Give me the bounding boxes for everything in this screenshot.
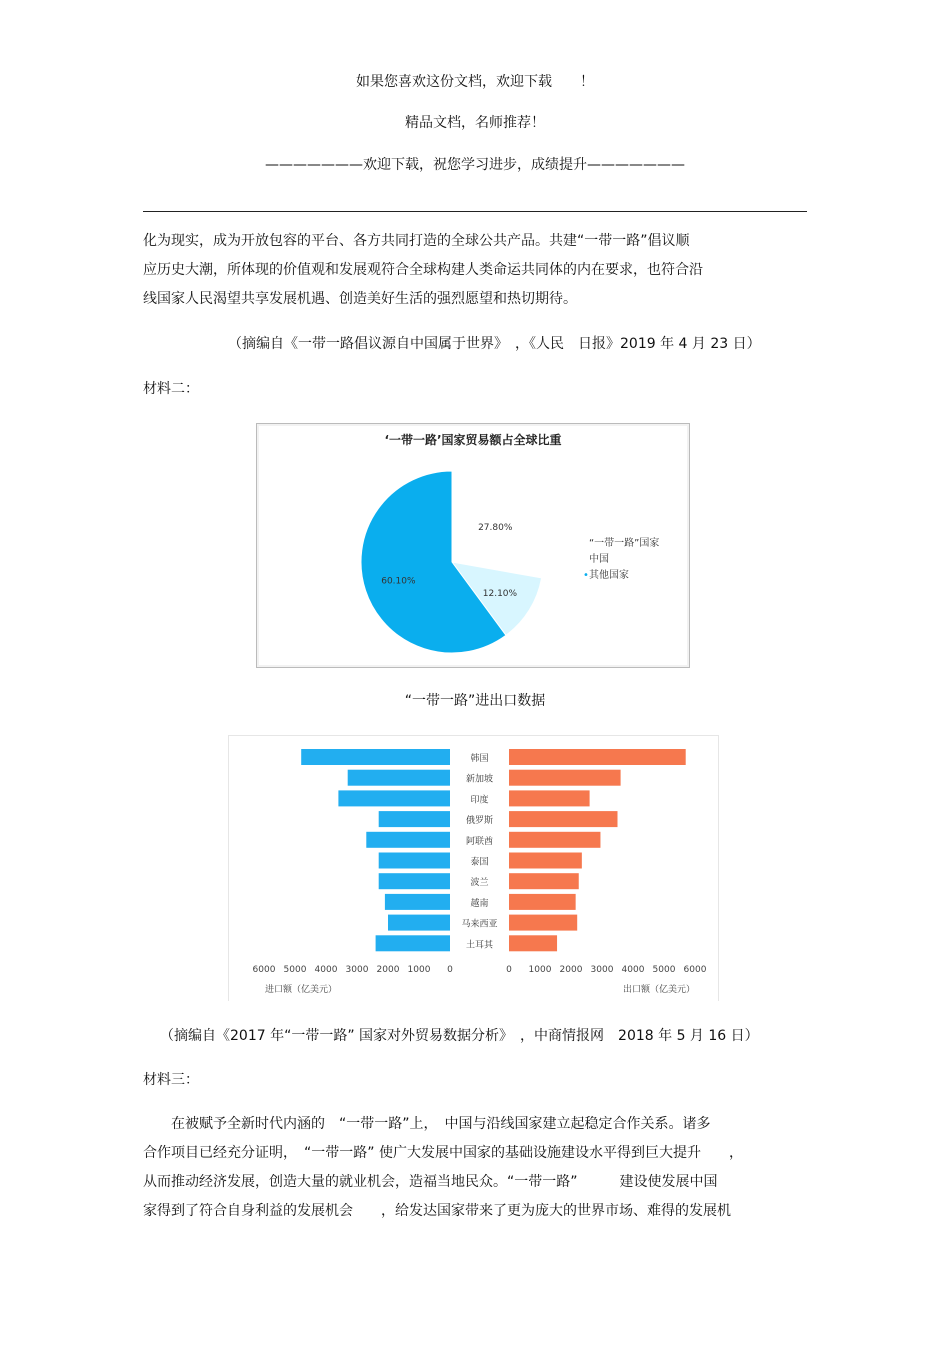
export-tick-4: 4000: [621, 965, 645, 975]
export-bar-7: [509, 894, 576, 910]
header-line-1: 如果您喜欢这份文档，欢迎下载 ！: [356, 74, 594, 90]
import-bar-8: [388, 915, 450, 931]
category-label-5: 泰国: [470, 857, 489, 868]
pie-slice-label-2: 60.10%: [381, 576, 416, 587]
category-label-9: 土耳其: [465, 940, 494, 951]
pie-chart-figure: [256, 423, 690, 668]
category-label-3: 俄罗斯: [465, 816, 494, 827]
pie-legend-marker-2: •: [583, 570, 589, 581]
material1-line-3: 线国家人民渴望共享发展机遇、创造美好生活的强烈愿望和热切期待。: [143, 291, 577, 307]
category-label-1: 新加坡: [465, 774, 494, 785]
material2-label: 材料二：: [143, 381, 199, 397]
import-tick-4: 2000: [376, 965, 400, 975]
import-bar-2: [338, 790, 450, 806]
material3-line-3: 从而推动经济发展，创造大量的就业机会，造福当地民众。“一带一路” 建设使发展中国: [143, 1174, 718, 1190]
pie-legend-item-1: 中国: [589, 554, 609, 565]
import-bar-1: [348, 770, 450, 786]
export-bar-8: [509, 915, 577, 931]
pie-chart-title: ‘一带一路’国家贸易额占全球比重: [384, 433, 562, 447]
trade-bar-chart-figure: [228, 735, 719, 1001]
header-divider: [143, 211, 807, 212]
import-tick-6: 0: [447, 965, 453, 975]
export-bar-5: [509, 853, 582, 869]
header-line-3: ———————欢迎下载，祝您学习进步，成绩提升———————: [265, 157, 685, 173]
export-bar-4: [509, 832, 600, 848]
export-tick-3: 3000: [590, 965, 614, 975]
import-axis-label: 进口额（亿美元）: [265, 985, 338, 995]
material3-line-4: 家得到了符合自身利益的发展机会 ，给发达国家带来了更为庞大的世界市场、难得的发展机: [143, 1203, 731, 1219]
category-label-2: 印度: [470, 795, 489, 806]
export-tick-0: 0: [506, 965, 512, 975]
material1-line-1: 化为现实，成为开放包容的平台、各方共同打造的全球公共产品。共建“一带一路”倡议顺: [143, 233, 690, 249]
trade-bar-chart-svg: [229, 736, 718, 1001]
import-tick-5: 1000: [407, 965, 431, 975]
material1-line-2: 应历史大潮，所体现的价值观和发展观符合全球构建人类命运共同体的内在要求，也符合沿: [143, 262, 703, 278]
import-tick-3: 3000: [345, 965, 369, 975]
pie-slice-label-0: 27.80%: [478, 522, 513, 533]
export-bar-9: [509, 935, 557, 951]
pie-legend-item-2: 其他国家: [589, 570, 629, 581]
export-tick-6: 6000: [683, 965, 707, 975]
pie-slice-label-1: 12.10%: [482, 588, 518, 599]
material1-source: （摘编自《一带一路倡议源自中国属于世界》 ，《人民 日报》2019 年 4 月 23 日）: [228, 336, 761, 352]
import-bar-0: [301, 749, 450, 765]
header-line-2: 精品文档，名师推荐！: [405, 115, 545, 131]
category-label-4: 阿联酋: [465, 836, 494, 847]
import-tick-1: 5000: [283, 965, 307, 975]
material2-source: （摘编自《2017 年“一带一路” 国家对外贸易数据分析》 ，中商情报网 2018 年 5 月 16 日）: [160, 1028, 759, 1044]
export-bar-0: [509, 749, 686, 765]
category-label-7: 越南: [470, 898, 489, 909]
bar-chart-caption: “一带一路”进出口数据: [404, 693, 546, 709]
import-bar-6: [379, 873, 450, 889]
category-label-8: 马来西亚: [461, 919, 498, 930]
import-tick-0: 6000: [252, 965, 276, 975]
pie-chart-svg: [257, 424, 689, 667]
export-bar-3: [509, 811, 618, 827]
material3-line-1: 在被赋予全新时代内涵的 “一带一路”上， 中国与沿线国家建立起稳定合作关系。诸多: [143, 1116, 711, 1132]
import-bar-4: [366, 832, 450, 848]
export-bar-1: [509, 770, 621, 786]
import-bar-3: [379, 811, 450, 827]
pie-legend-item-0: “一带一路”国家: [589, 538, 660, 549]
material3-line-2: 合作项目已经充分证明， “一带一路” 使广大发展中国家的基础设施建设水平得到巨大提升 ，: [143, 1145, 743, 1161]
category-label-0: 韩国: [470, 754, 489, 764]
category-label-6: 波兰: [470, 878, 489, 889]
export-bar-2: [509, 790, 590, 806]
import-bar-9: [376, 935, 450, 951]
export-tick-2: 2000: [559, 965, 583, 975]
import-bar-7: [385, 894, 450, 910]
material3-label: 材料三：: [143, 1072, 199, 1088]
export-bar-6: [509, 873, 579, 889]
export-tick-5: 5000: [652, 965, 676, 975]
import-tick-2: 4000: [314, 965, 338, 975]
import-bar-5: [379, 853, 450, 869]
export-axis-label: 出口额（亿美元）: [623, 985, 696, 995]
export-tick-1: 1000: [528, 965, 552, 975]
